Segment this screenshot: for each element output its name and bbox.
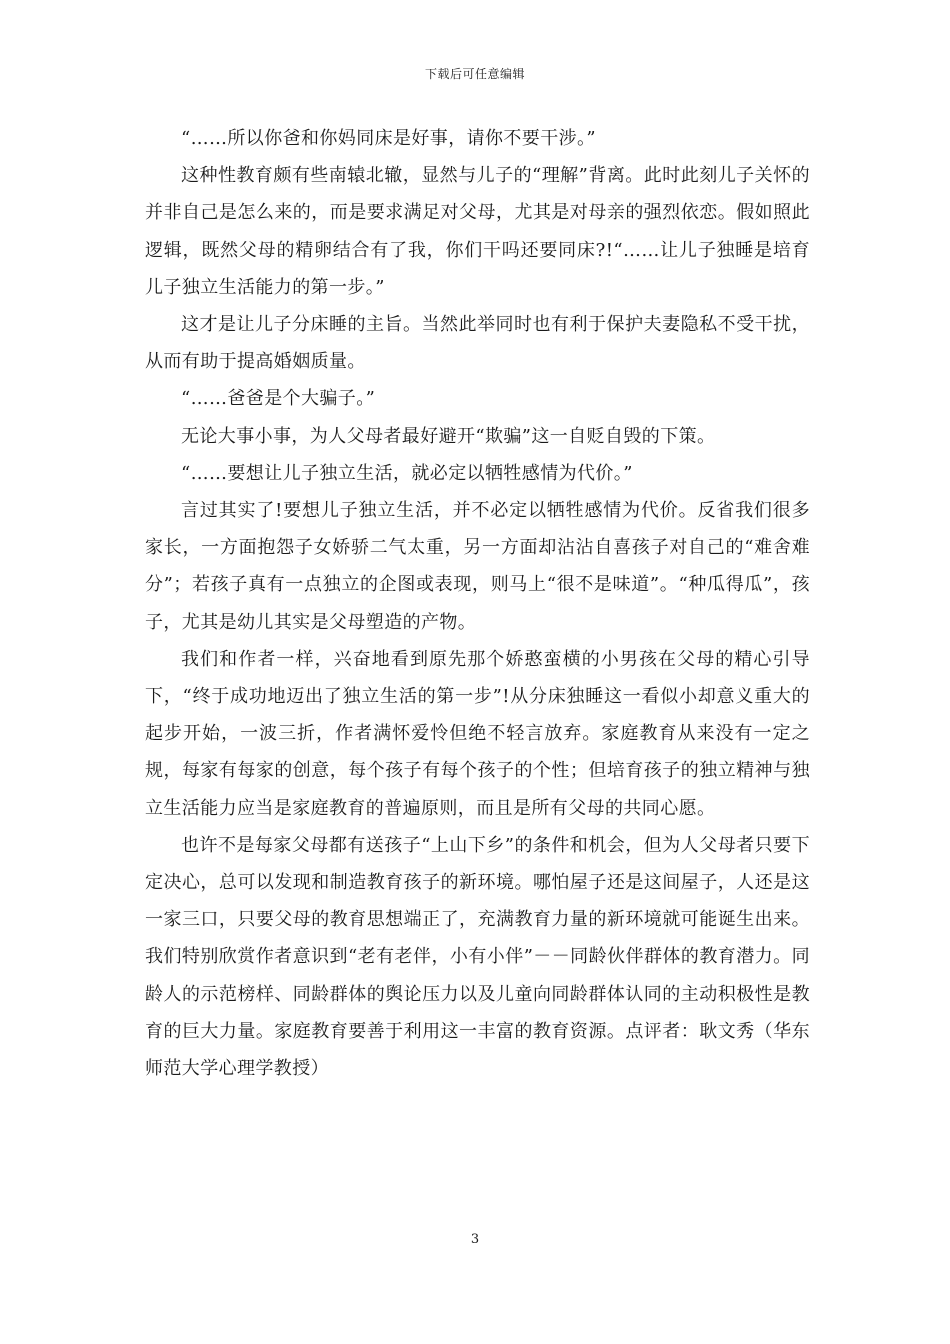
paragraph-7: 言过其实了!要想儿子独立生活，并不必定以牺牲感情为代价。反省我们很多家长，一方面抱怨子女娇骄二气太重，另一方面却沾沾自喜孩子对自己的“难舍难分”；若孩子真有一点独立的企图或表现，则马上“很不是味道”。“种瓜得瓜”，孩子，尤其是幼儿其实是父母塑造的产物。 <box>145 500 810 633</box>
paragraph-1: “……所以你爸和你妈同床是好事，请你不要干涉。” <box>181 128 597 149</box>
paragraph-9: 也许不是每家父母都有送孩子“上山下乡”的条件和机会，但为人父母者只要下定决心，总可以发现和制造教育孩子的新环境。哪怕屋子还是这间屋子，人还是这一家三口，只要父母的教育思想端正了，充满教育力量的新环境就可能诞生出来。我们特别欣赏作者意识到“老有老伴，小有小伴”－－同龄伙伴群体的教育潜力。同龄人的示范榜样、同龄群体的舆论压力以及儿童向同龄群体认同的主动积极性是教育的巨大力量。家庭教育要善于利用这一丰富的教育资源。点评者：耿文秀（华东师范大学心理学教授） <box>145 834 810 1080</box>
paragraph-4: “……爸爸是个大骗子。” <box>181 388 376 410</box>
paragraph-2: 这种性教育颇有些南辕北辙，显然与儿子的“理解”背离。此时此刻儿子关怀的并非自己是怎么来的，而是要求满足对父母，尤其是对母亲的强烈依恋。假如照此逻辑，既然父母的精卵结合有了我，你们干吗还要同床?!“……让儿子独睡是培育儿子独立生活能力的第一步。” <box>145 165 810 298</box>
page-header: 下载后可任意编辑 <box>424 67 525 81</box>
paragraph-8: 我们和作者一样，兴奋地看到原先那个娇憨蛮横的小男孩在父母的精心引导下，“终于成功地迈出了独立生活的第一步”!从分床独睡这一看似小却意义重大的起步开始，一波三折，作者满怀爱怜但绝不轻言放弃。家庭教育从来没有一定之规，每家有每家的创意，每个孩子有每个孩子的个性；但培育孩子的独立精神与独立生活能力应当是家庭教育的普遍原则，而且是所有父母的共同心愿。 <box>145 648 810 819</box>
paragraph-6: “……要想让儿子独立生活，就必定以牺牲感情为代价。” <box>181 462 633 484</box>
paragraph-3: 这才是让儿子分床睡的主旨。当然此举同时也有利于保护夫妻隐私不受干扰，从而有助于提高婚姻质量。 <box>145 314 810 373</box>
paragraph-5: 无论大事小事，为人父母者最好避开“欺骗”这一自贬自毁的下策。 <box>181 425 716 447</box>
document-body <box>145 120 810 1087</box>
page-number: 3 <box>470 1232 480 1247</box>
